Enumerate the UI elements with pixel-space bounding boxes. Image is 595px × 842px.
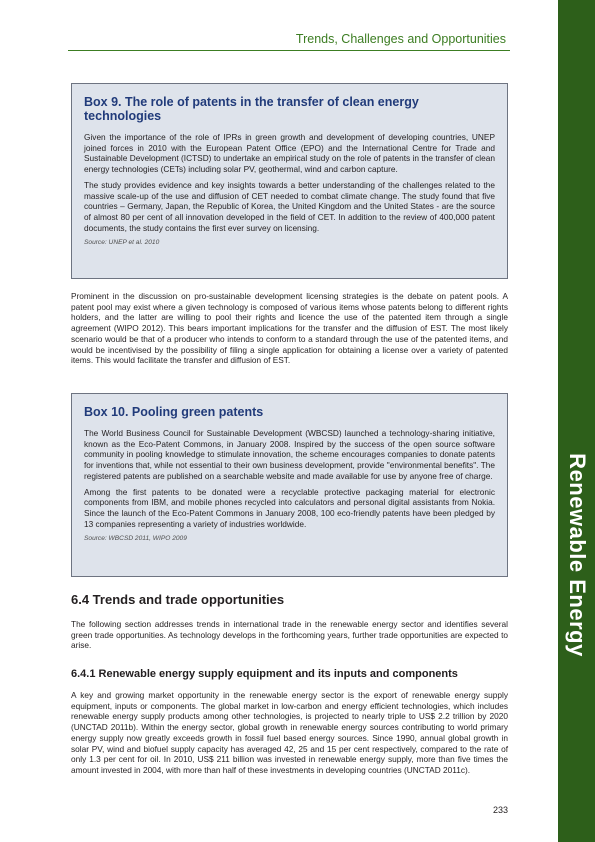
box-9-paragraph-1: Given the importance of the role of IPRs in green growth and development of developing countries, UNEP joined forces in 2010 with the European Patent Office (EPO) and the International Centre for Trade and Sustainable Development (ICTSD) to undertake an empirical study on the role of patents in the transfer of clean energy technologies (CETs) including solar PV, geothermal, wind and carbon capture. xyxy=(84,132,495,175)
box-9-source: Source: UNEP et al. 2010 xyxy=(84,239,160,247)
page-number: 233 xyxy=(492,805,508,815)
paragraph-patent-pools: Prominent in the discussion on pro-sustainable development licensing strategies is the debate on patent pools. A patent pool may exist where a given technology is composed of various items whose patents belong to different rights holders, and the latter are willing to pool their rights and licence the use of the patented item through a single agreement (WIPO 2012). This bears important implications for the transfer and the diffusion of EST. The most likely scenario would be that of a producer who intends to conform to a standard through the use of the patented items, and would be incentivised by the possibility of filing a single application for obtaining a license over a variety of patented items. This would facilitate the transfer and diffusion of EST. xyxy=(71,291,508,366)
box-10-paragraph-2: Among the first patents to be donated were a recyclable protective packaging material for electronic components from IBM, and mobile phones recycled into calculators and personal digital assistants from Nokia. Since the launch of the Eco-Patent Commons in January 2008, 100 eco-friendly patents have been pledged by 13 companies representing a variety of industries worldwide. xyxy=(84,486,495,529)
side-tab-text: Renewable Energy xyxy=(564,453,590,657)
section-6-4-1-body: A key and growing market opportunity in the renewable energy sector is the export of renewable energy supply equipment, inputs or components. The global market in low-carbon and energy efficient technologies, which includes renewable energy supply products among other technologies, is projected to nearly triple to US$ 2.2 trillion by 2020 (UNCTAD 2011b). Within the energy sector, global growth in renewable energy sources contributing to world primary energy supply now greatly exceeds growth in fossil fuel based energy sources. Since 1990, annual global growth in solar PV, wind and biofuel supply capacity has averaged 42, 25 and 15 per cent respectively, compared to the rate of only 1.3 per cent for oil. In 2010, US$ 211 billion was invested in renewable energy supply, more than five times the amount invested in 2004, with more than half of these investments in developing countries (UNCTAD 2011c). xyxy=(71,690,508,775)
box-10-source: Source: WBCSD 2011, WIPO 2009 xyxy=(84,535,187,543)
side-tab xyxy=(558,0,595,842)
box-10 xyxy=(71,393,508,577)
section-heading-6-4: 6.4 Trends and trade opportunities xyxy=(71,592,285,607)
section-heading-6-4-1: 6.4.1 Renewable energy supply equipment and its inputs and components xyxy=(71,668,458,680)
header-rule xyxy=(68,50,510,51)
box-9 xyxy=(71,83,508,279)
section-6-4-intro: The following section addresses trends in international trade in the renewable energy sector and identifies several green trade opportunities. As technology develops in the forthcoming years, further trade opportunities are expected to arise. xyxy=(71,619,508,651)
box-9-title: Box 9. The role of patents in the transfer of clean energy technologies xyxy=(84,95,419,123)
box-10-title: Box 10. Pooling green patents xyxy=(84,405,264,419)
box-10-paragraph-1: The World Business Council for Sustainable Development (WBCSD) launched a technology-sharing initiative, known as the Eco-Patent Commons, in January 2008. Inspired by the success of the open source software community in pooling knowledge to stimulate innovation, the scheme encourages companies to donate patents for inventions that, while not essential to their own business development, provide "environmental benefits". The registered patents are published on a searchable website and made available for use by anyone free of charge. xyxy=(84,428,495,481)
box-9-paragraph-2: The study provides evidence and key insights towards a better understanding of the challenges related to the massive scale-up of the use and diffusion of CET needed to combat climate change. The study found that five countries – Germany, Japan, the Republic of Korea, the United Kingdom and the United States - are the source of almost 80 per cent of all innovation developed in the field of CET. In addition to the review of 400,000 patent documents, the study contains the first ever survey on licensing. xyxy=(84,179,495,233)
side-tab-label xyxy=(558,445,595,665)
running-header: Trends, Challenges and Opportunities xyxy=(295,32,506,46)
